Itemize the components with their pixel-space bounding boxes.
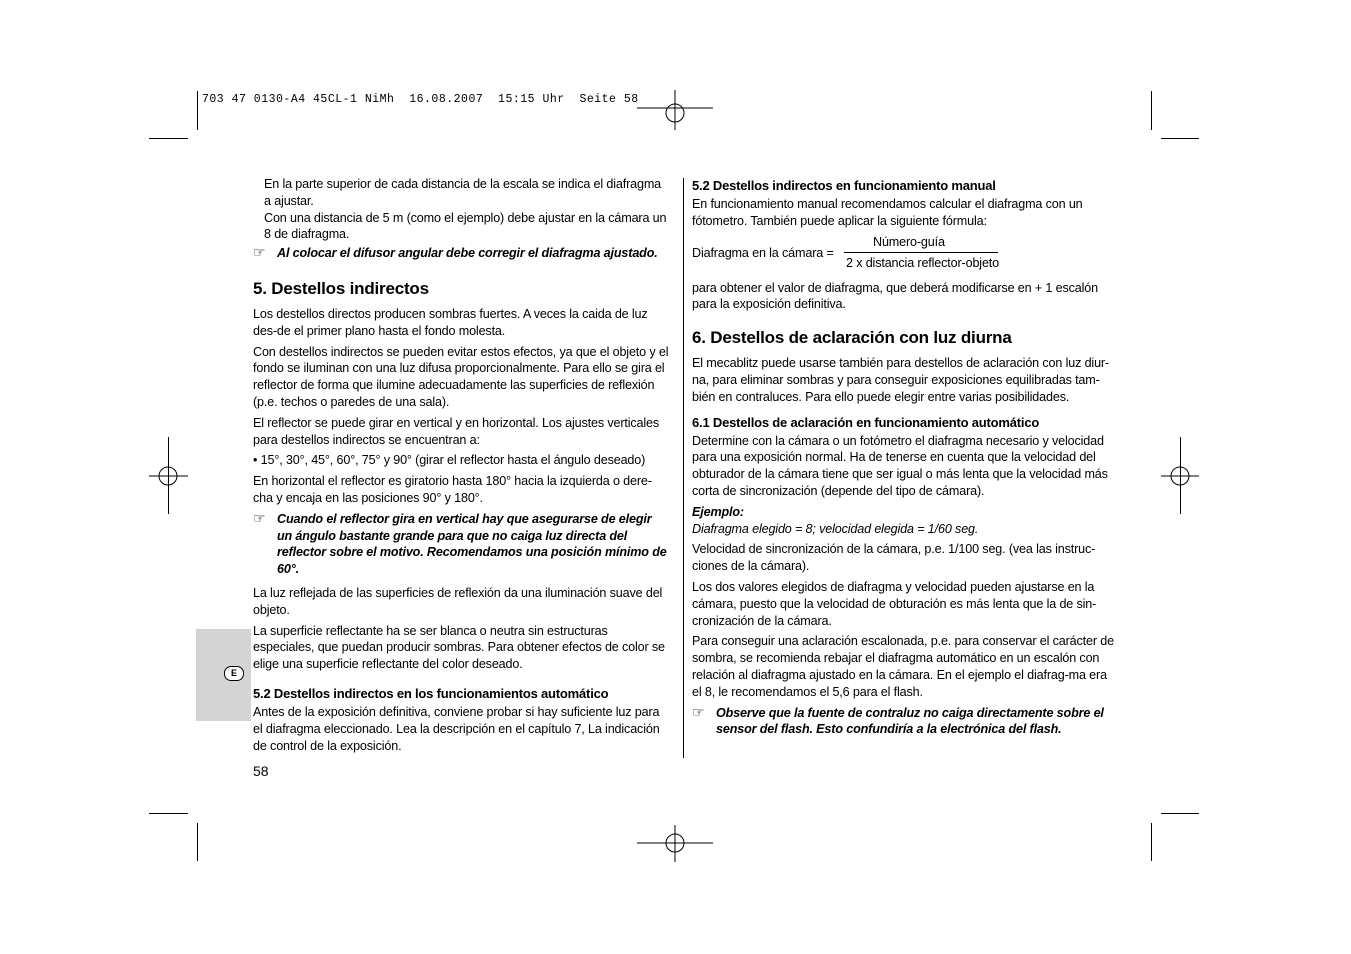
s5-bullet: • 15°, 30°, 45°, 60°, 75° y 90° (girar el reflector hasta el ángulo deseado)	[253, 453, 646, 468]
s6-paragraph-1: El mecablitz puede usarse también para destellos de aclaración con luz diur-na, para eliminar sombras y para conseguir exposiciones equilibradas tam-bién en contraluces. Para ello puede elegir entre varias posibilidades.	[692, 356, 1110, 404]
s61-note	[692, 705, 1116, 739]
section-5-title: 5. Destellos indirectos	[253, 278, 429, 298]
s61-paragraph-4: Para conseguir una aclaración escalonada, p.e. para conservar el carácter de sombra, se recomienda rebajar el diafragma automático en un escalón con relación al diafragma ajustado en la cámara. En el ejemplo el diafrag-ma era el 8, le recomendamos el 5,6 para el flash.	[692, 634, 1114, 699]
s52a-paragraph-1: Antes de la exposición definitiva, conviene probar si hay suficiente luz para el diafragma eleccionado. Lea la descripción en el capítulo 7, La indicación de control de la exposición.	[253, 704, 660, 753]
section-6-title: 6. Destellos de aclaración con luz diurna	[692, 328, 1012, 348]
pointing-hand-icon: ☞	[692, 703, 705, 720]
s5-note	[253, 511, 669, 578]
pointing-hand-icon: ☞	[253, 244, 266, 261]
language-badge: E	[224, 666, 244, 681]
formula-denominator: 2 x distancia reflector-objeto	[846, 255, 1000, 270]
section-5-2-manual-title: 5.2 Destellos indirectos en funcionamiento manual	[692, 178, 996, 193]
s5-paragraph-4: En horizontal el reflector es giratorio hasta 180° hacia la izquierda o dere-cha y encaja en las posiciones 90° y 180°.	[253, 474, 652, 505]
pointing-hand-icon: ☞	[253, 509, 266, 526]
s5-paragraph-2: Con destellos indirectos se pueden evitar estos efectos, ya que el objeto y el fondo se iluminan con una luz difusa proporcionalmente. Para ello se gira el reflector de forma que ilumine adecuadamente las superficies de reflexión (p.e. techos o paredes de una sala).	[253, 344, 669, 409]
s5-note-text: Cuando el reflector gira en vertical hay que asegurarse de elegir un ángulo bastante grande para que no caiga luz directa del reflector sobre el motivo. Recomendamos una posición mínimo de 60°.	[277, 511, 667, 577]
s5-paragraph-1: Los destellos directos producen sombras fuertes. A veces la caida de luz des-de el primer plano hasta el fondo molesta.	[253, 306, 648, 338]
s5-paragraph-3: El reflector se puede girar en vertical y en horizontal. Los ajustes verticales para destellos indirectos se encuentran a:	[253, 415, 660, 447]
page-number: 58	[253, 763, 269, 779]
s5-paragraph-5: La luz reflejada de las superficies de reflexión da una iluminación suave del objeto.	[253, 585, 663, 617]
section-5-2-auto-title: 5.2 Destellos indirectos en los funcionamientos automático	[253, 685, 609, 701]
example-label: Ejemplo:	[692, 504, 744, 519]
intro-note	[253, 245, 669, 262]
section-6-1-title: 6.1 Destellos de aclaración en funcionamiento automático	[692, 414, 1040, 430]
example-text: Diafragma elegido = 8; velocidad elegida = 1/60 seg.	[692, 521, 979, 536]
right-column	[692, 177, 1116, 742]
s52-paragraph-1: En funcionamiento manual recomendamos calcular el diafragma con un fótometro. También puede aplicar la siguiente fórmula:	[692, 197, 1083, 228]
print-header: 703 47 0130-A4 45CL-1 NiMh 16.08.2007 15:15 Uhr Seite 58	[202, 93, 639, 106]
formula-numerator: Número-guía	[873, 234, 945, 249]
column-divider	[683, 178, 684, 758]
aperture-formula	[692, 236, 1116, 272]
fraction-bar	[844, 252, 998, 253]
s52-paragraph-2: para obtener el valor de diafragma, que deberá modificarse en + 1 escalón para la exposición definitiva.	[692, 280, 1098, 312]
left-column	[253, 176, 669, 758]
s61-paragraph-1: Determine con la cámara o un fotómetro el diafragma necesario y velocidad para una exposición normal. Ha de tenerse en cuenta que la velocidad del obturador de la cámara tiene que ser igual o más lenta que la velocidad más corta de sincronización (depende del tipo de cámara).	[692, 433, 1108, 498]
s5-paragraph-6: La superficie reflectante ha se ser blanca o neutra sin estructuras especiales, que puedan producir sombras. Para obtener efectos de color se elige una superficie reflectante del color deseado.	[253, 623, 665, 672]
s61-paragraph-2: Velocidad de sincronización de la cámara, p.e. 1/100 seg. (vea las instruc-ciones de la cámara).	[692, 542, 1096, 574]
s61-note-text: Observe que la fuente de contraluz no caiga directamente sobre el sensor del flash. Esto confundiría a la electrónica del flash.	[716, 705, 1104, 737]
intro-note-text: Al colocar el difusor angular debe corregir el diafragma ajustado.	[277, 246, 658, 261]
intro-paragraph-1: En la parte superior de cada distancia de la escala se indica el diafragma a ajustar.	[264, 177, 662, 208]
intro-paragraph-2: Con una distancia de 5 m (como el ejemplo) debe ajustar en la cámara un 8 de diafragma.	[264, 210, 667, 242]
formula-left: Diafragma en la cámara =	[692, 245, 834, 260]
s61-paragraph-3: Los dos valores elegidos de diafragma y velocidad pueden ajustarse en la cámara, puesto que la velocidad de obturación es más lenta que la de sin-cronización de la cámara.	[692, 579, 1097, 628]
